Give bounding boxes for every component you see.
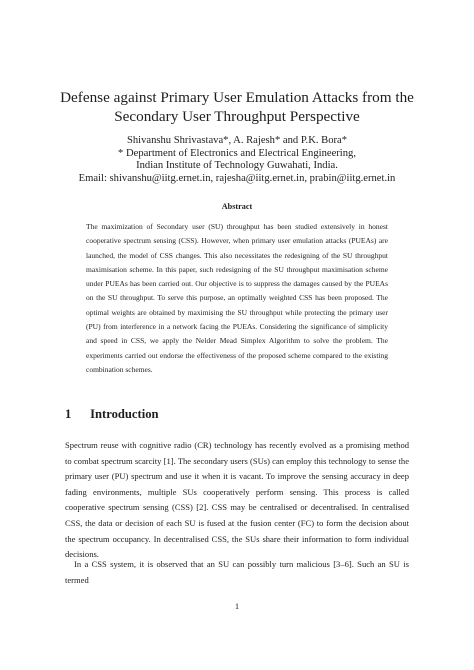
author-names: Shivanshu Shrivastava*, A. Rajesh* and P.K. Bora*: [126, 135, 348, 146]
abstract-text: The maximization of Secondary user (SU) throughput has been studied extensively in honest cooperative spectrum sensing (CSS). However, when primary user emulation attacks (PUEAs) are launched, the model of CSS changes. This also necessitates the redesigning of the SU throughput maximisation scheme. In this paper, such redesigning of the SU throughput maximisation scheme under PUEAs has been carried out. Our objective is to suppress the damages caused by the PUEAs on the SU throughput. To serve this purpose, an optimally weighted CSS has been proposed. The optimal weights are obtained by maximising the SU throughput while protecting the primary user (PU) from interference in a network facing the PUEAs. Considering the significance of simplicity and speed in CSS, we apply the Nelder Mead Simplex Algorithm to solve the problem. The experiments carried out endorse the effectiveness of the proposed scheme compared to the existing combination schemes.: [86, 222, 388, 374]
paragraph: In a CSS system, it is observed that an SU can possibly turn malicious [3–6]. Such an SU is termed: [65, 559, 409, 585]
section-heading: [65, 407, 159, 422]
section-title: Introduction: [90, 407, 159, 421]
section-number: 1: [65, 407, 72, 421]
abstract-heading: Abstract: [221, 202, 253, 211]
author-block: [40, 135, 434, 185]
page-number: 1: [234, 601, 240, 611]
paper-title: Defense against Primary User Emulation Attacks from the Secondary User Throughput Perspective: [60, 89, 414, 125]
author-email: Email: shivanshu@iitg.ernet.in, rajesha@iitg.ernet.in, prabin@iitg.ernet.in: [78, 172, 396, 184]
paragraph: Spectrum reuse with cognitive radio (CR) technology has recently evolved as a promising method to combat spectrum scarcity [1]. The secondary users (SUs) can employ this technology to sense the primary user (PU) spectrum and use it when it is vacant. To improve the sensing accuracy in deep fading environments, multiple SUs cooperatively perform sensing. This process is called cooperative spectrum sensing (CSS) [2]. CSS may be centralised or decentralised. In centralised CSS, the data or decision of each SU is fused at the fusion center (FC) to form the decision about the spectrum occupancy. In decentralised CSS, the SUs share their information to form individual decisions.: [65, 440, 409, 560]
author-institute: Indian Institute of Technology Guwahati, India.: [136, 160, 338, 172]
author-department: * Department of Electronics and Electrical Engineering,: [118, 147, 356, 159]
